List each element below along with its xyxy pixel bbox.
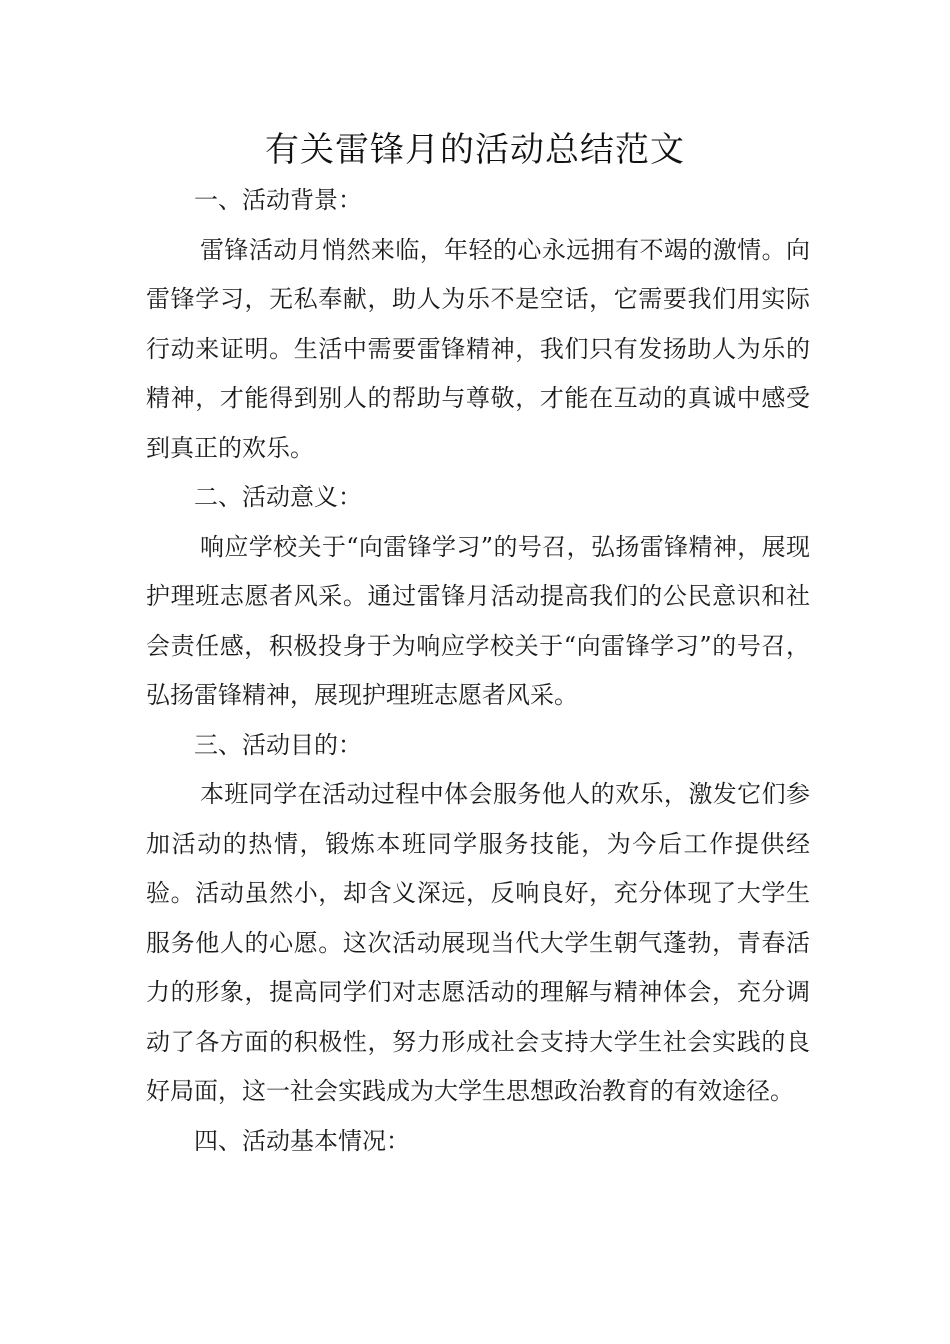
section-heading-purpose: 三、活动目的： bbox=[194, 730, 362, 759]
document-body bbox=[146, 176, 810, 1166]
section-body-background: 雷锋活动月悄然来临，年轻的心永远拥有不竭的激情。向雷锋学习，无私奉献，助人为乐不是空话，它需要我们用实际行动来证明。生活中需要雷锋精神，我们只有发扬助人为乐的精神，才能得到别人的帮助与尊敬，才能在互动的真诚中感受到真正的欢乐。 bbox=[146, 235, 810, 462]
section-body-significance: 响应学校关于“向雷锋学习”的号召，弘扬雷锋精神，展现护理班志愿者风采。通过雷锋月活动提高我们的公民意识和社会责任感，积极投身于为响应学校关于“向雷锋学习”的号召，弘扬雷锋精神，展现护理班志愿者风采。 bbox=[146, 532, 810, 709]
section-body-purpose: 本班同学在活动过程中体会服务他人的欢乐，激发它们参加活动的热情，锻炼本班同学服务技能，为今后工作提供经验。活动虽然小，却含义深远，反响良好，充分体现了大学生服务他人的心愿。这次活动展现当代大学生朝气蓬勃，青春活力的形象，提高同学们对志愿活动的理解与精神体会，充分调动了各方面的积极性，努力形成社会支持大学生社会实践的良好局面，这一社会实践成为大学生思想政治教育的有效途径。 bbox=[146, 780, 810, 1105]
section-heading-background: 一、活动背景： bbox=[194, 186, 362, 214]
section-heading-basic-info: 四、活动基本情况： bbox=[194, 1126, 410, 1155]
section-heading-significance: 二、活动意义： bbox=[194, 483, 362, 511]
document-title: 有关雷锋月的活动总结范文 bbox=[265, 130, 685, 170]
